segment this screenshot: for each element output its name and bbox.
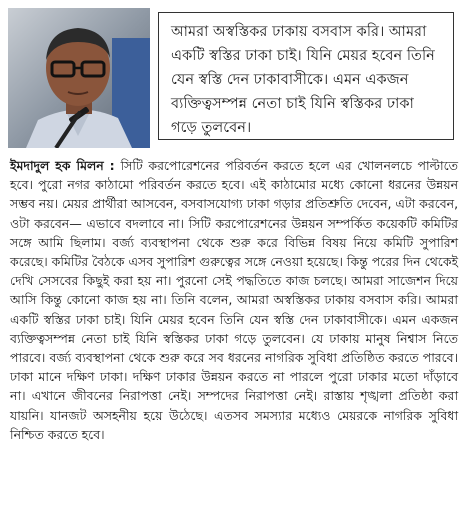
- article-text: সিটি করপোরেশনের পরিবর্তন করতে হলে এর খোলনলচে পাল্টাতে হবে। পুরো নগর কাঠামো পরিবর্তন করতে হবে। এই কাঠামোর মধ্যে কোনো ধরনের উন্নয়ন সম্ভব নয়। মেয়র প্রার্থীরা আসবেন, বসবাসযোগ্য ঢাকা গড়ার প্রতিশ্রুতি দেবেন, এটা করবেন, ওটা করবেন— এভাবে বদলাবে না। সিটি করপোরেশনের উন্নয়ন সম্পর্কিত কয়েকটি কমিটির সঙ্গে আমি ছিলাম। বর্জ্য ব্যবস্থাপনা থেকে শুরু করে বিভিন্ন বিষয় নিয়ে কমিটি সুপারিশ করেছে। কমিটির বৈঠকে এসব সুপারিশ গুরুত্বের সঙ্গে নেওয়া হয়েছে। কিন্তু পরের দিন থেকেই দেখি সেসবের কিছুই করা হয় না। পুরনো সেই পদ্ধতিতে কাজ চলছে। আমরা সাজেশন দিয়ে আসি কিন্তু কোনো কাজ হয় না। তিনি বলেন, আমরা অস্বস্তিকর ঢাকায় বসবাস করি। আমরা একটি স্বস্তির ঢাকা চাই। যিনি মেয়র হবেন তিনি যেন স্বস্তি দেন ঢাকাবাসীকে। এমন একজন ব্যক্তিত্বসম্পন্ন নেতা চাই যিনি স্বস্তিকর ঢাকা গড়ে তুলবেন। যে ঢাকায় মানুষ নিশ্বাস নিতে পারবে। বর্জ্য ব্যবস্থাপনা থেকে শুরু করে সব ধরনের নাগরিক সুবিধা প্রতিষ্ঠিত করতে পারবে। ঢাকা মানে দক্ষিণ ঢাকা। দক্ষিণ ঢাকার উন্নয়ন করতে না পারলে পুরো ঢাকার মতো দাঁড়াবে না। এখানে জীবনের নিরাপত্তা নেই। সম্পদের নিরাপত্তা নেই। রাস্তায় শৃঙ্খলা প্রতিষ্ঠা করা যায়নি। যানজট অসহনীয় হয়ে উঠেছে। এতসব সমস্যার মধ্যেও মেয়রকে নাগরিক সুবিধা নিশ্চিত করতে হবে।: [10, 158, 459, 442]
- portrait-illustration: [8, 8, 150, 148]
- article-body: [10, 156, 458, 444]
- speaker-name: ইমদাদুল হক মিলন :: [10, 158, 121, 173]
- pull-quote-text: আমরা অস্বস্তিকর ঢাকায় বসবাস করি। আমরা একটি স্বস্তির ঢাকা চাই। যিনি মেয়র হবেন তিনি যেন স্বস্তি দেন ঢাকাবাসীকে। এমন একজন ব্যক্তিত্বসম্পন্ন নেতা চাই যিনি স্বস্তিকর ঢাকা গড়ে তুলবেন।: [171, 23, 435, 136]
- pull-quote: [158, 12, 454, 140]
- portrait-photo: [8, 8, 150, 148]
